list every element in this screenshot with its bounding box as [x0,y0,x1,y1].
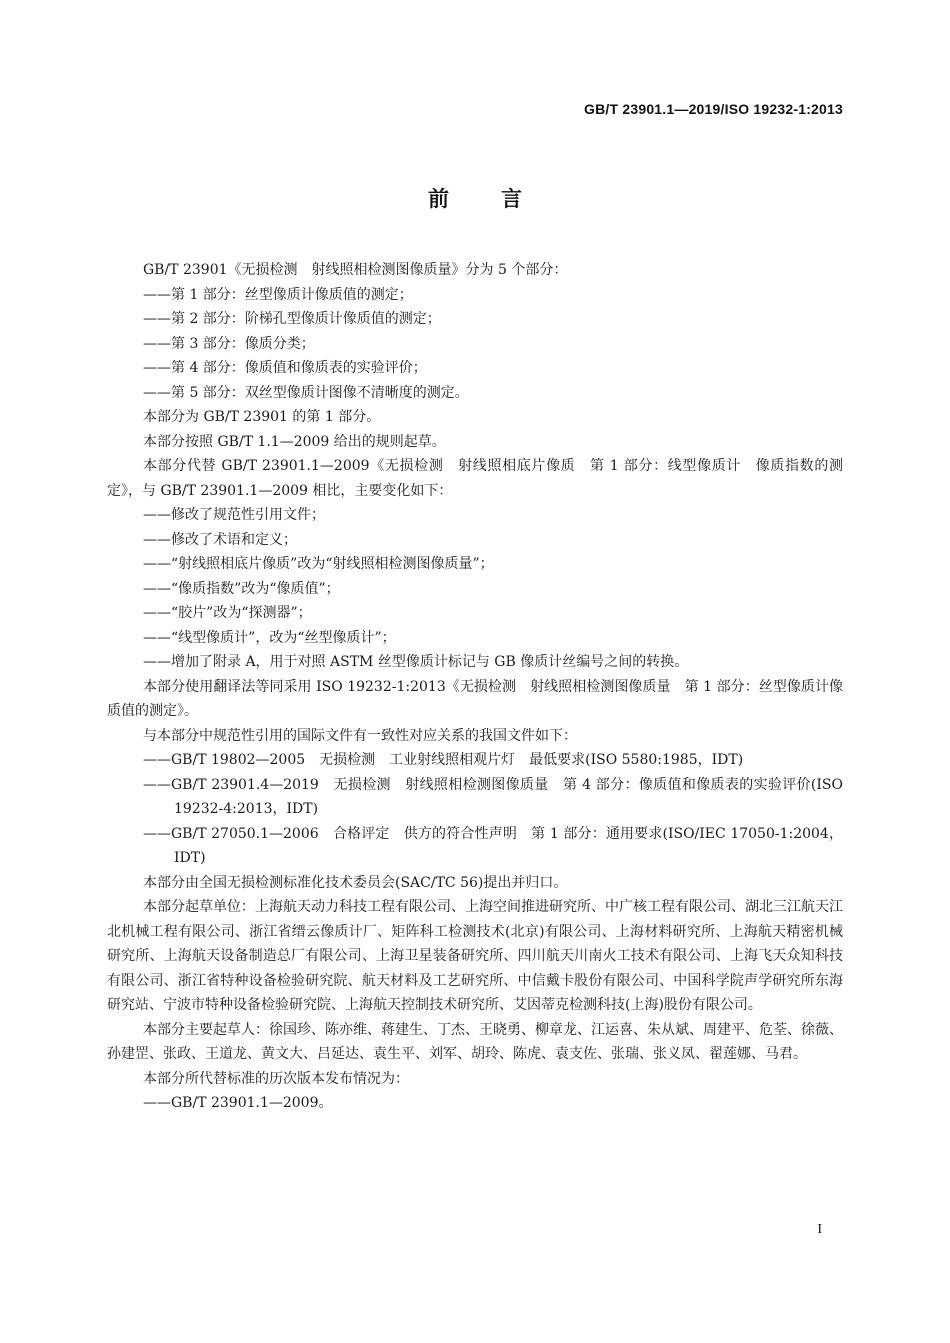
list-item: ——第 3 部分：像质分类； [143,335,315,352]
paragraph: 本部分主要起草人：徐国珍、陈亦维、蒋建生、丁杰、王晓勇、柳章龙、江运喜、朱从斌、周建平、危荃、徐薇、孙建罡、张政、王道龙、黄文大、吕延达、袁生平、刘军、胡玲、陈虎、袁支佐、张瑞、张义凤、翟莲娜、马君。 [107,1021,843,1062]
list-item: ——GB/T 23901.4—2019 无损检测 射线照相检测图像质量 第 4 部分：像质值和像质表的实验评价(ISO 19232-4:2013，IDT) [143,776,843,817]
page-number: I [817,1222,822,1237]
paragraph: 本部分使用翻译法等同采用 ISO 19232-1:2013《无损检测 射线照相检测图像质量 第 1 部分：丝型像质计像质值的测定》。 [107,678,843,719]
paragraph: 本部分所代替标准的历次版本发布情况为： [143,1070,409,1087]
page-title: 前言 [428,187,574,211]
list-item: ——修改了术语和定义； [143,531,297,548]
list-item: ——“像质指数”改为“像质值”； [143,580,340,597]
paragraph: 本部分按照 GB/T 1.1—2009 给出的规则起草。 [143,433,446,450]
paragraph: GB/T 23901《无损检测 射线照相检测图像质量》分为 5 个部分： [143,262,568,278]
list-item: ——修改了规范性引用文件； [143,507,325,523]
list-item: ——“射线照相底片像质”改为“射线照相检测图像质量”； [143,556,494,572]
list-item: ——第 5 部分：双丝型像质计图像不清晰度的测定。 [143,384,469,401]
list-item: ——“胶片”改为“探测器”； [143,605,312,621]
paragraph: 本部分由全国无损检测标准化技术委员会(SAC/TC 56)提出并归口。 [143,874,568,891]
list-item: ——GB/T 19802—2005 无损检测 工业射线照相观片灯 最低要求(ISO 5580:1985，IDT) [143,752,744,768]
standard-code-header: GB/T 23901.1—2019/ISO 19232-1:2013 [584,101,843,117]
list-item: ——GB/T 23901.1—2009。 [143,1095,333,1111]
paragraph: 本部分起草单位：上海航天动力科技工程有限公司、上海空间推进研究所、中广核工程有限公司、湖北三江航天江北机械工程有限公司、浙江省缙云像质计厂、矩阵科工检测技术(北京)有限公司、上海材料研究所、上海航天精密机械研究所、上海航天设备制造总厂有限公司、上海卫星装备研究所、四川航天川南火工技术有限公司、上海飞天众知科技有限公司、浙江省特种设备检验研究院、航天材料及工艺研究所、中信戴卡股份有限公司、中国科学院声学研究所东海研究站、宁波市特种设备检验研究院、上海航天控制技术研究所、艾因蒂克检测科技(上海)股份有限公司。 [107,899,843,1013]
list-item: ——第 1 部分：丝型像质计像质值的测定； [143,286,413,303]
list-item: ——“线型像质计”，改为“丝型像质计”； [143,629,396,646]
list-item: ——增加了附录 A，用于对照 ASTM 丝型像质计标记与 GB 像质计丝编号之间的转换。 [143,654,689,670]
list-item: ——第 4 部分：像质值和像质表的实验评价； [143,360,427,376]
paragraph: 本部分代替 GB/T 23901.1—2009《无损检测 射线照相底片像质 第 1 部分：线型像质计 像质指数的测定》，与 GB/T 23901.1—2009 相比，主要变化如下： [107,458,843,499]
list-item: ——第 2 部分：阶梯孔型像质计像质值的测定； [143,311,441,327]
paragraph: 与本部分中规范性引用的国际文件有一致性对应关系的我国文件如下： [143,727,577,744]
foreword-body [107,258,843,1116]
list-item: ——GB/T 27050.1—2006 合格评定 供方的符合性声明 第 1 部分：通用要求(ISO/IEC 17050-1:2004，IDT) [143,825,843,866]
paragraph: 本部分为 GB/T 23901 的第 1 部分。 [143,409,381,425]
